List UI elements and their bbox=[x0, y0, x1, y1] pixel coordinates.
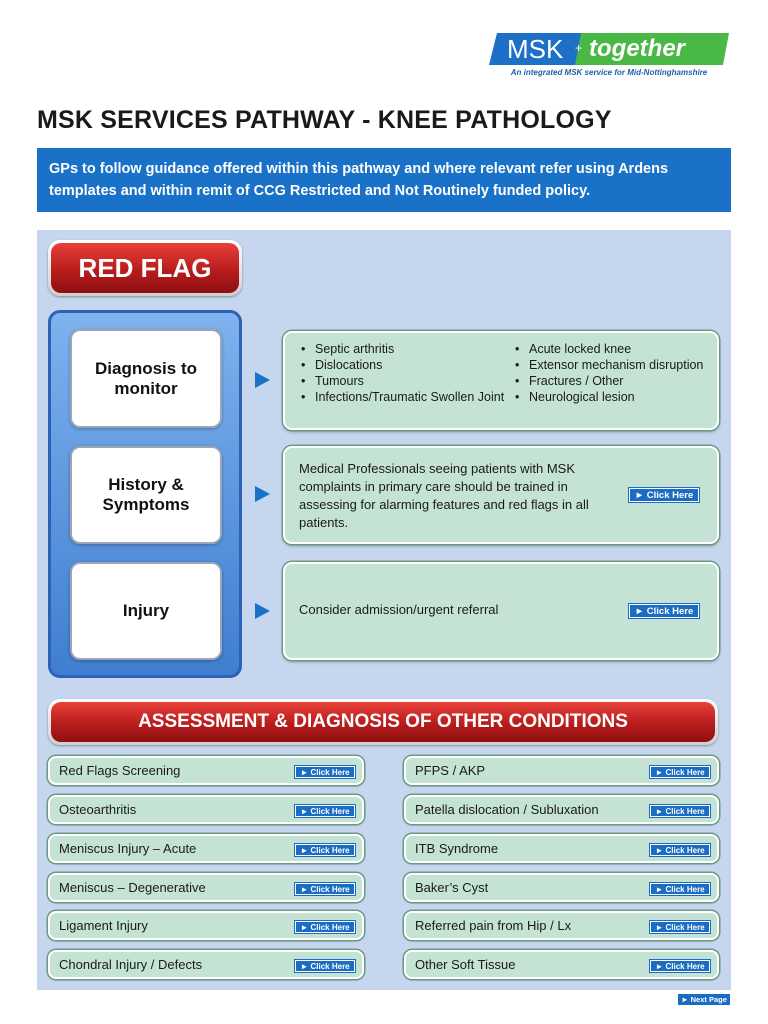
list-item: • Neurological lesion bbox=[513, 389, 713, 405]
condition-row bbox=[48, 756, 364, 785]
list-item: • Fractures / Other bbox=[513, 373, 713, 389]
condition-row bbox=[404, 950, 719, 979]
list-item: • Tumours bbox=[299, 373, 509, 389]
logo-plus-text: + bbox=[575, 41, 583, 55]
msk-together-logo bbox=[489, 33, 729, 81]
condition-click-button[interactable]: ► Click Here bbox=[650, 883, 710, 895]
injury-card: Injury bbox=[70, 562, 222, 660]
condition-label: Red Flags Screening bbox=[59, 763, 181, 778]
condition-row bbox=[48, 834, 364, 863]
diagnosis-to-monitor-list bbox=[283, 331, 719, 430]
condition-label: Meniscus Injury – Acute bbox=[59, 841, 197, 856]
condition-label: Patella dislocation / Subluxation bbox=[415, 802, 599, 817]
list-item: • Septic arthritis bbox=[299, 341, 509, 357]
condition-label: Other Soft Tissue bbox=[415, 957, 516, 972]
condition-click-button[interactable]: ► Click Here bbox=[295, 844, 355, 856]
condition-click-button[interactable]: ► Click Here bbox=[650, 960, 710, 972]
condition-click-button[interactable]: ► Click Here bbox=[295, 921, 355, 933]
condition-click-button[interactable]: ► Click Here bbox=[650, 844, 710, 856]
injury-click-button[interactable]: ► Click Here bbox=[629, 604, 699, 618]
condition-row bbox=[48, 950, 364, 979]
injury-text: Consider admission/urgent referral bbox=[299, 602, 499, 617]
arrow-right-icon bbox=[255, 372, 270, 388]
red-flag-heading bbox=[48, 240, 242, 296]
logo-bar bbox=[489, 33, 729, 65]
guidance-banner: GPs to follow guidance offered within this pathway and where relevant refer using Ardens templates and within remit of CCG Restricted and Not Routinely funded policy. bbox=[37, 148, 731, 212]
diagnosis-list-left bbox=[299, 341, 509, 405]
condition-row bbox=[404, 911, 719, 940]
history-symptoms-card: History & Symptoms bbox=[70, 446, 222, 544]
condition-row bbox=[404, 834, 719, 863]
history-symptoms-click-button[interactable]: ► Click Here bbox=[629, 488, 699, 502]
arrow-right-icon bbox=[255, 603, 270, 619]
condition-row bbox=[404, 795, 719, 824]
logo-msk-text: MSK bbox=[507, 34, 564, 64]
condition-label: ITB Syndrome bbox=[415, 841, 499, 856]
condition-click-button[interactable]: ► Click Here bbox=[295, 883, 355, 895]
list-item: • Extensor mechanism disruption bbox=[513, 357, 713, 373]
arrow-right-icon bbox=[255, 486, 270, 502]
condition-click-button[interactable]: ► Click Here bbox=[650, 766, 710, 778]
condition-click-button[interactable]: ► Click Here bbox=[295, 805, 355, 817]
injury-box bbox=[283, 562, 719, 660]
history-symptoms-box bbox=[283, 446, 719, 544]
condition-click-button[interactable]: ► Click Here bbox=[650, 805, 710, 817]
assessment-heading bbox=[48, 699, 718, 745]
diagnosis-to-monitor-card: Diagnosis to monitor bbox=[70, 329, 222, 428]
condition-label: Meniscus – Degenerative bbox=[59, 880, 206, 895]
condition-click-button[interactable]: ► Click Here bbox=[295, 960, 355, 972]
condition-label: PFPS / AKP bbox=[415, 763, 486, 778]
condition-row bbox=[48, 911, 364, 940]
list-item: • Dislocations bbox=[299, 357, 509, 373]
condition-label: Osteoarthritis bbox=[59, 802, 137, 817]
list-item: • Infections/Traumatic Swollen Joint bbox=[299, 389, 509, 405]
page-title: MSK SERVICES PATHWAY - KNEE PATHOLOGY bbox=[37, 106, 612, 134]
condition-label: Ligament Injury bbox=[59, 918, 148, 933]
diagnosis-list-right bbox=[513, 341, 713, 405]
condition-row bbox=[404, 873, 719, 902]
condition-click-button[interactable]: ► Click Here bbox=[295, 766, 355, 778]
condition-row bbox=[48, 795, 364, 824]
logo-together-text: together bbox=[589, 35, 685, 62]
red-flag-heading-label: RED FLAG bbox=[51, 243, 239, 293]
next-page-button[interactable]: ► Next Page bbox=[678, 994, 730, 1005]
condition-click-button[interactable]: ► Click Here bbox=[650, 921, 710, 933]
list-item: • Acute locked knee bbox=[513, 341, 713, 357]
history-symptoms-text: Medical Professionals seeing patients with MSK complaints in primary care should be trained in assessing for alarming features and red flags in all patients. bbox=[299, 461, 589, 530]
condition-row bbox=[48, 873, 364, 902]
logo-tagline: An integrated MSK service for Mid-Nottinghamshire bbox=[510, 68, 708, 77]
condition-row bbox=[404, 756, 719, 785]
condition-label: Referred pain from Hip / Lx bbox=[415, 918, 572, 933]
condition-label: Baker’s Cyst bbox=[415, 880, 489, 895]
assessment-heading-label: ASSESSMENT & DIAGNOSIS OF OTHER CONDITIONS bbox=[51, 702, 715, 742]
condition-label: Chondral Injury / Defects bbox=[59, 957, 203, 972]
